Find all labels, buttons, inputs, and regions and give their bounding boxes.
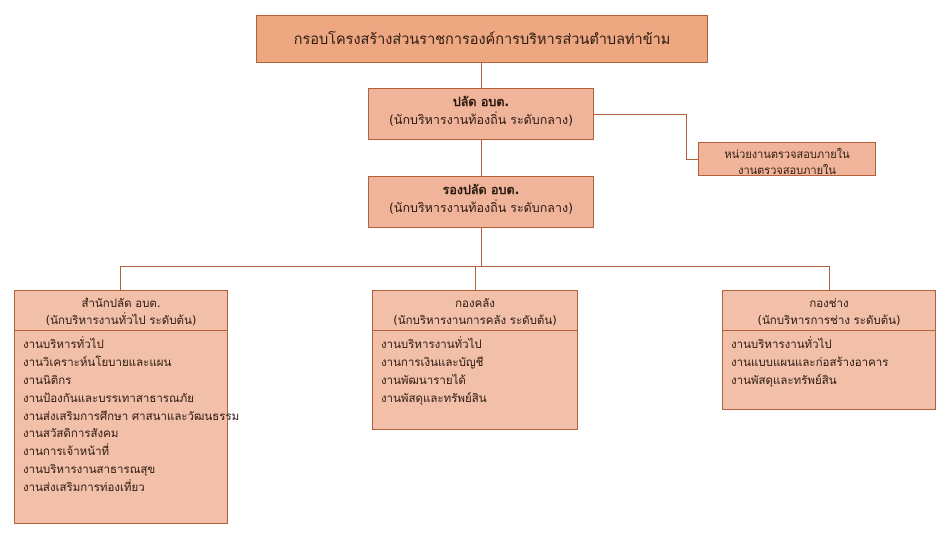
org-deputy-head	[369, 177, 593, 219]
list-item: งานพัฒนารายได้	[381, 372, 466, 387]
org-division-works-position: (นักบริหารการช่าง ระดับต้น)	[757, 312, 901, 327]
org-division-office-head	[15, 291, 227, 330]
org-deputy-position: (นักบริหารงานท้องถิ่น ระดับกลาง)	[389, 200, 573, 216]
list-item: งานบริหารงานทั่วไป	[381, 337, 482, 352]
connector-deputy-down	[481, 228, 482, 266]
org-clerk-title: ปลัด อบต.	[452, 94, 510, 109]
org-division-finance-head	[373, 291, 577, 330]
list-item: งานพัสดุและทรัพย์สิน	[381, 390, 487, 405]
list-item: งานบริหารงานสาธารณสุข	[23, 462, 156, 477]
org-division-office-name: สำนักปลัด อบต.	[81, 296, 161, 310]
org-root-box	[256, 15, 708, 63]
org-division-works-name: กองช่าง	[809, 296, 849, 310]
org-division-office-position: (นักบริหารงานทั่วไป ระดับต้น)	[45, 312, 197, 327]
org-audit-head	[699, 143, 875, 181]
org-audit-title: หน่วยงานตรวจสอบภายใน	[724, 148, 850, 161]
org-deputy-title: รองปลัด อบต.	[442, 182, 520, 197]
org-division-finance-task-list	[373, 330, 577, 413]
list-item: งานนิติกร	[23, 372, 72, 387]
connector-bus-to-office	[120, 266, 121, 290]
org-division-works-head	[723, 291, 935, 330]
org-clerk-position: (นักบริหารงานท้องถิ่น ระดับกลาง)	[389, 112, 573, 128]
org-root-title: กรอบโครงสร้างส่วนราชการองค์การบริหารส่วนตำบลท่าข้าม	[293, 31, 671, 48]
connector-clerk-side-down	[686, 114, 687, 159]
list-item: งานการเจ้าหน้าที่	[23, 444, 110, 459]
org-division-office-box	[14, 290, 240, 524]
org-division-works-box	[722, 290, 936, 410]
org-deputy-box	[368, 176, 594, 228]
org-division-finance-name: กองคลัง	[455, 296, 495, 310]
org-division-works-task-list	[723, 330, 935, 395]
list-item: งานบริหารงานทั่วไป	[731, 337, 832, 352]
connector-root-to-clerk	[481, 63, 482, 88]
connector-clerk-to-deputy	[481, 140, 482, 176]
org-division-finance-box	[372, 290, 578, 430]
list-item: งานวิเคราะห์นโยบายและแผน	[23, 355, 172, 370]
org-audit-task: งานตรวจสอบภายใน	[738, 163, 836, 177]
org-audit-box	[698, 142, 876, 176]
connector-clerk-out	[594, 114, 686, 115]
org-division-finance-position: (นักบริหารงานการคลัง ระดับต้น)	[393, 312, 557, 327]
list-item: งานส่งเสริมการศึกษา ศาสนาและวัฒนธรรม	[23, 408, 240, 423]
list-item: งานแบบแผนและก่อสร้างอาคาร	[731, 355, 889, 370]
list-item: งานการเงินและบัญชี	[381, 355, 484, 370]
list-item: งานป้องกันและบรรเทาสาธารณภัย	[23, 390, 194, 405]
list-item: งานส่งเสริมการท่องเที่ยว	[23, 479, 145, 494]
list-item: งานบริหารทั่วไป	[23, 337, 104, 352]
list-item: งานพัสดุและทรัพย์สิน	[731, 372, 837, 387]
connector-bus-to-works	[829, 266, 830, 290]
org-clerk-box	[368, 88, 594, 140]
connector-bus-to-finance	[475, 266, 476, 290]
org-clerk-head	[369, 89, 593, 131]
connector-audit-in	[686, 159, 698, 160]
org-division-office-task-list	[15, 330, 240, 502]
list-item: งานสวัสดิการสังคม	[23, 426, 119, 441]
